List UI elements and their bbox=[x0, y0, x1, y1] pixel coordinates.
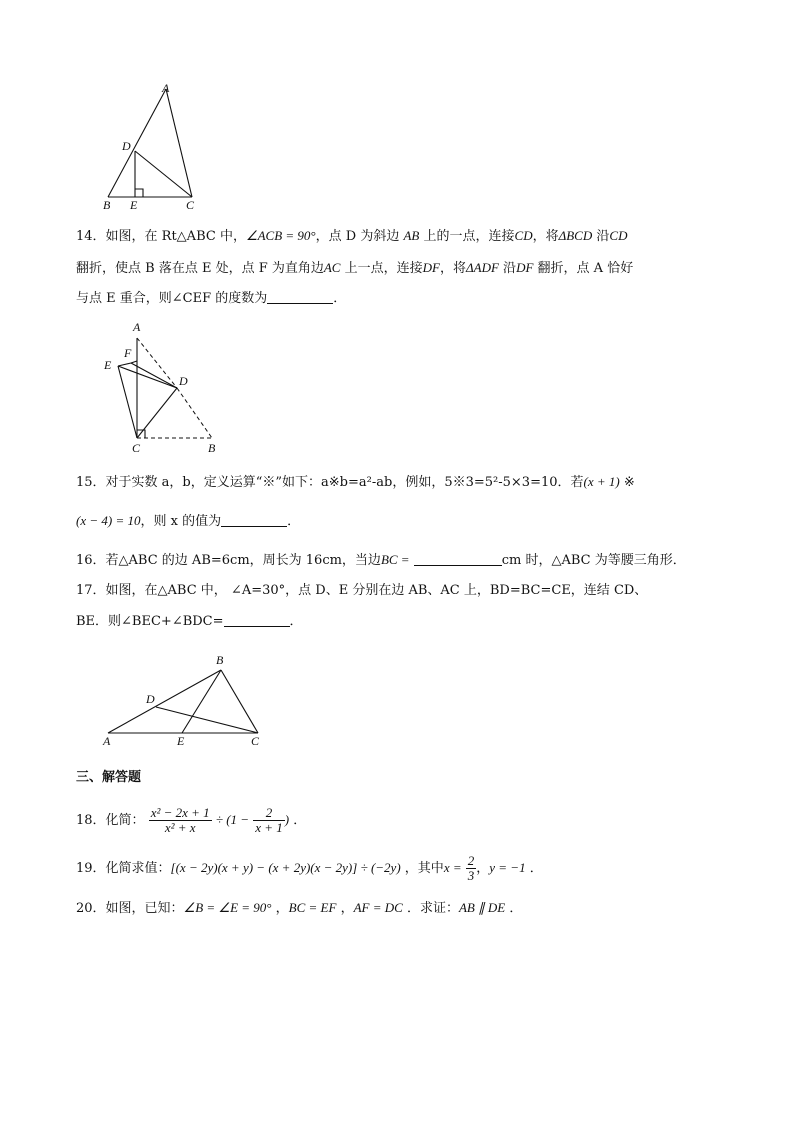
denominator: x + 1 bbox=[255, 820, 283, 835]
denominator: x² + x bbox=[164, 820, 196, 835]
label-d: D bbox=[179, 374, 188, 388]
math: y = −1 bbox=[489, 860, 526, 875]
label-b: B bbox=[208, 441, 216, 455]
text: 上的一点，连接 bbox=[423, 229, 515, 244]
text: ， bbox=[275, 901, 289, 916]
text: 16．若△ABC 的边 AB=6cm，周长为 16cm，当边 bbox=[76, 553, 381, 568]
label-a: A bbox=[133, 320, 141, 334]
math: AF = DC bbox=[353, 900, 403, 915]
label-e: E bbox=[130, 198, 138, 212]
text: ．求证： bbox=[406, 901, 459, 916]
text: ※ bbox=[623, 475, 635, 490]
question-18 bbox=[76, 800, 306, 841]
numerator: 2 bbox=[253, 806, 285, 821]
answer-blank[interactable] bbox=[221, 514, 287, 527]
text: ， bbox=[340, 901, 354, 916]
text: 18．化简： bbox=[76, 813, 145, 828]
math: ΔADF bbox=[466, 260, 499, 275]
answer-blank[interactable] bbox=[224, 614, 290, 627]
math: BC = EF bbox=[288, 900, 337, 915]
math: AC bbox=[323, 260, 341, 275]
question-16 bbox=[76, 552, 686, 569]
fraction bbox=[466, 854, 477, 883]
numerator: x² − 2x + 1 bbox=[150, 805, 210, 820]
text: 14．如图，在 Rt△ABC 中， bbox=[76, 229, 246, 244]
numerator: 2 bbox=[467, 853, 475, 868]
label-c: C bbox=[186, 198, 195, 212]
label-a: A bbox=[162, 81, 170, 95]
figure-triangle-q17 bbox=[100, 652, 270, 747]
label-d: D bbox=[122, 139, 131, 153]
text: 沿 bbox=[503, 261, 517, 276]
question-20 bbox=[76, 900, 522, 917]
figure-fold-q14 bbox=[100, 318, 230, 458]
text: BE．则∠BEC+∠BDC= bbox=[76, 614, 224, 629]
text: 与点 E 重合，则∠CEF 的度数为 bbox=[76, 291, 268, 306]
math: ∠B = ∠E = 90° bbox=[183, 900, 272, 915]
label-b: B bbox=[216, 653, 224, 667]
math: ) bbox=[284, 812, 290, 827]
denominator: 3 bbox=[467, 868, 475, 883]
math: ΔBCD bbox=[558, 228, 593, 243]
math: CD bbox=[514, 228, 533, 243]
text: ， bbox=[476, 861, 490, 876]
figure-triangle-abc-q13 bbox=[96, 78, 216, 213]
label-e: E bbox=[177, 734, 185, 747]
question-15-line-1 bbox=[76, 474, 635, 491]
text: ． bbox=[293, 813, 307, 828]
math: BC = bbox=[380, 552, 410, 567]
text: 翻折，使点 B 落在点 E 处，点 F 为直角边 bbox=[76, 261, 324, 276]
section-heading: 三、解答题 bbox=[76, 770, 142, 785]
text: ． bbox=[529, 861, 543, 876]
label-c: C bbox=[251, 734, 260, 747]
math: AB ∥ DE bbox=[458, 900, 506, 915]
text: 17．如图，在△ABC 中， ∠A=30°，点 D、E 分别在边 AB、AC 上，BD=BC=CE，连结 CD、 bbox=[76, 583, 648, 598]
math: ÷ (1 − bbox=[215, 812, 250, 827]
text: 沿 bbox=[596, 229, 610, 244]
text: 20．如图，已知： bbox=[76, 901, 184, 916]
text: 翻折，点 A 恰好 bbox=[537, 261, 634, 276]
math: (x + 1) bbox=[583, 474, 620, 489]
question-14-line-3 bbox=[76, 291, 346, 307]
text: ． bbox=[287, 514, 301, 529]
label-e: E bbox=[104, 358, 112, 372]
text: 15．对于实数 a，b，定义运算“※”如下：a※b=a²-ab，例如，5※3=5²-5×3=10．若 bbox=[76, 475, 584, 490]
question-17-line-2 bbox=[76, 614, 303, 630]
text: ，将 bbox=[439, 261, 466, 276]
text: ，则 x 的值为 bbox=[140, 514, 222, 529]
math: x = bbox=[443, 860, 462, 875]
text: cm 时，△ABC 为等腰三角形． bbox=[501, 553, 686, 568]
text: 19．化简求值： bbox=[76, 861, 171, 876]
question-15-line-2 bbox=[76, 513, 300, 530]
fraction bbox=[253, 806, 285, 835]
math: AB bbox=[403, 228, 420, 243]
question-14-line-2 bbox=[76, 260, 633, 277]
text: 上一点，连接 bbox=[344, 261, 423, 276]
label-a: A bbox=[103, 734, 111, 747]
math: (x − 4) = 10 bbox=[76, 513, 141, 528]
question-14-line-1 bbox=[76, 228, 627, 245]
text: ，点 D 为斜边 bbox=[315, 229, 400, 244]
text: ． bbox=[289, 614, 303, 629]
text: ． bbox=[333, 291, 347, 306]
answer-blank[interactable] bbox=[267, 291, 333, 304]
label-f: F bbox=[124, 346, 132, 360]
answer-blank[interactable] bbox=[414, 553, 502, 566]
question-19 bbox=[76, 848, 543, 889]
math: DF bbox=[422, 260, 440, 275]
text: ，将 bbox=[532, 229, 559, 244]
math: DF bbox=[516, 260, 534, 275]
math: CD bbox=[609, 228, 628, 243]
question-17-line-1 bbox=[76, 583, 647, 599]
label-b: B bbox=[103, 198, 111, 212]
math: ∠ACB = 90° bbox=[245, 228, 316, 243]
fraction bbox=[149, 806, 212, 835]
label-d: D bbox=[146, 692, 155, 706]
math: [(x − 2y)(x + y) − (x + 2y)(x − 2y)] ÷ (−2y) bbox=[170, 860, 401, 875]
label-c: C bbox=[132, 441, 141, 455]
text: ，其中 bbox=[404, 861, 444, 876]
text: ． bbox=[509, 901, 523, 916]
